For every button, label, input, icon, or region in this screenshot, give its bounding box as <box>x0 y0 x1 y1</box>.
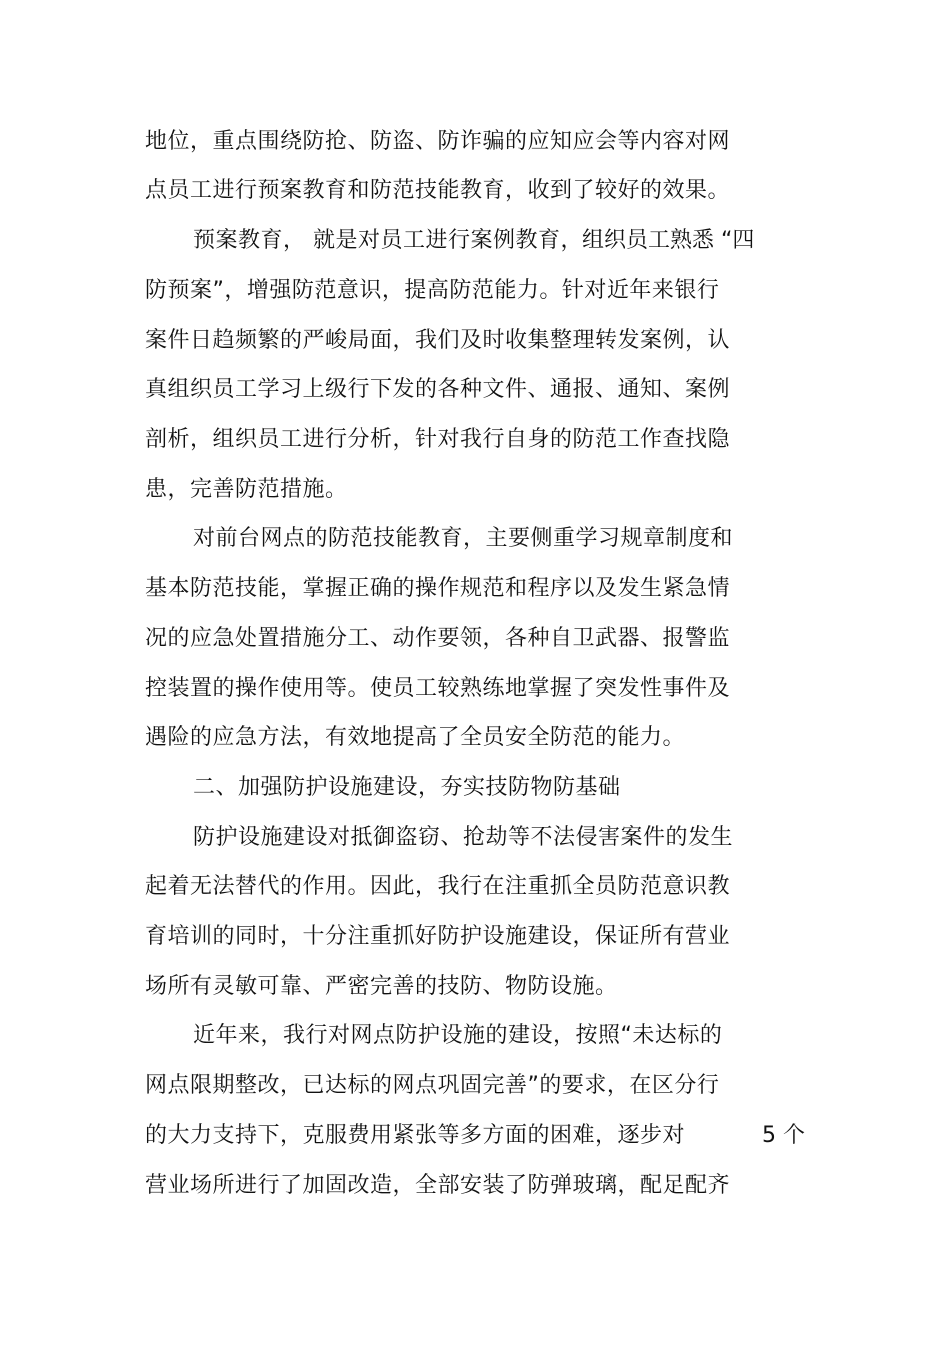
paragraph-line: 况的应急处置措施分工、动作要领，各种自卫武器、报警监 <box>145 626 731 651</box>
paragraph-line: 营业场所进行了加固改造，全部安装了防弹玻璃，配足配齐 <box>145 1173 731 1198</box>
paragraph-line: 剖析，组织员工进行分析，针对我行自身的防范工作查找隐 <box>145 427 731 452</box>
paragraph-line: 点员工进行预案教育和防范技能教育，收到了较好的效果。 <box>145 178 731 203</box>
paragraph-line: 控装置的操作使用等。使员工较熟练地掌握了突发性事件及 <box>145 676 731 701</box>
paragraph-line: 地位，重点围绕防抢、防盗、防诈骗的应知应会等内容对网 <box>145 129 731 154</box>
paragraph-line: 患，完善防范措施。 <box>145 477 348 502</box>
paragraph-line: 场所有灵敏可靠、严密完善的技防、物防设施。 <box>145 974 618 999</box>
paragraph-line: 防护设施建设对抵御盗窃、抢劫等不法侵害案件的发生 <box>193 825 734 850</box>
paragraph-line: 真组织员工学习上级行下发的各种文件、通报、通知、案例 <box>145 377 731 402</box>
paragraph-line: 起着无法替代的作用。因此，我行在注重抓全员防范意识教 <box>145 874 731 899</box>
paragraph-line: 遇险的应急方法，有效地提高了全员安全防范的能力。 <box>145 725 686 750</box>
section-heading: 二、加强防护设施建设，夯实技防物防基础 <box>193 775 621 800</box>
paragraph-line-fragment: 5 个 <box>762 1123 805 1148</box>
paragraph-line: 的大力支持下，克服费用紧张等多方面的困难，逐步对 <box>145 1123 686 1148</box>
paragraph-line: 对前台网点的防范技能教育，主要侧重学习规章制度和 <box>193 526 734 551</box>
paragraph-line: 育培训的同时，十分注重抓好防护设施建设，保证所有营业 <box>145 924 731 949</box>
paragraph-line: 网点限期整改，已达标的网点巩固完善”的要求，在区分行 <box>145 1073 720 1098</box>
paragraph-line: 预案教育， 就是对员工进行案例教育， <box>193 228 583 253</box>
paragraph-line: 案件日趋频繁的严峻局面，我们及时收集整理转发案例，认 <box>145 328 731 353</box>
paragraph-line: 基本防范技能，掌握正确的操作规范和程序以及发生紧急情 <box>145 576 731 601</box>
paragraph-line: 近年来，我行对网点防护设施的建设，按照“未达标的 <box>193 1023 723 1048</box>
paragraph-line: 防预案”，增强防范意识，提高防范能力。针对近年来银行 <box>145 278 720 303</box>
paragraph-line-fragment: 组织员工熟悉 “四 <box>582 228 755 253</box>
